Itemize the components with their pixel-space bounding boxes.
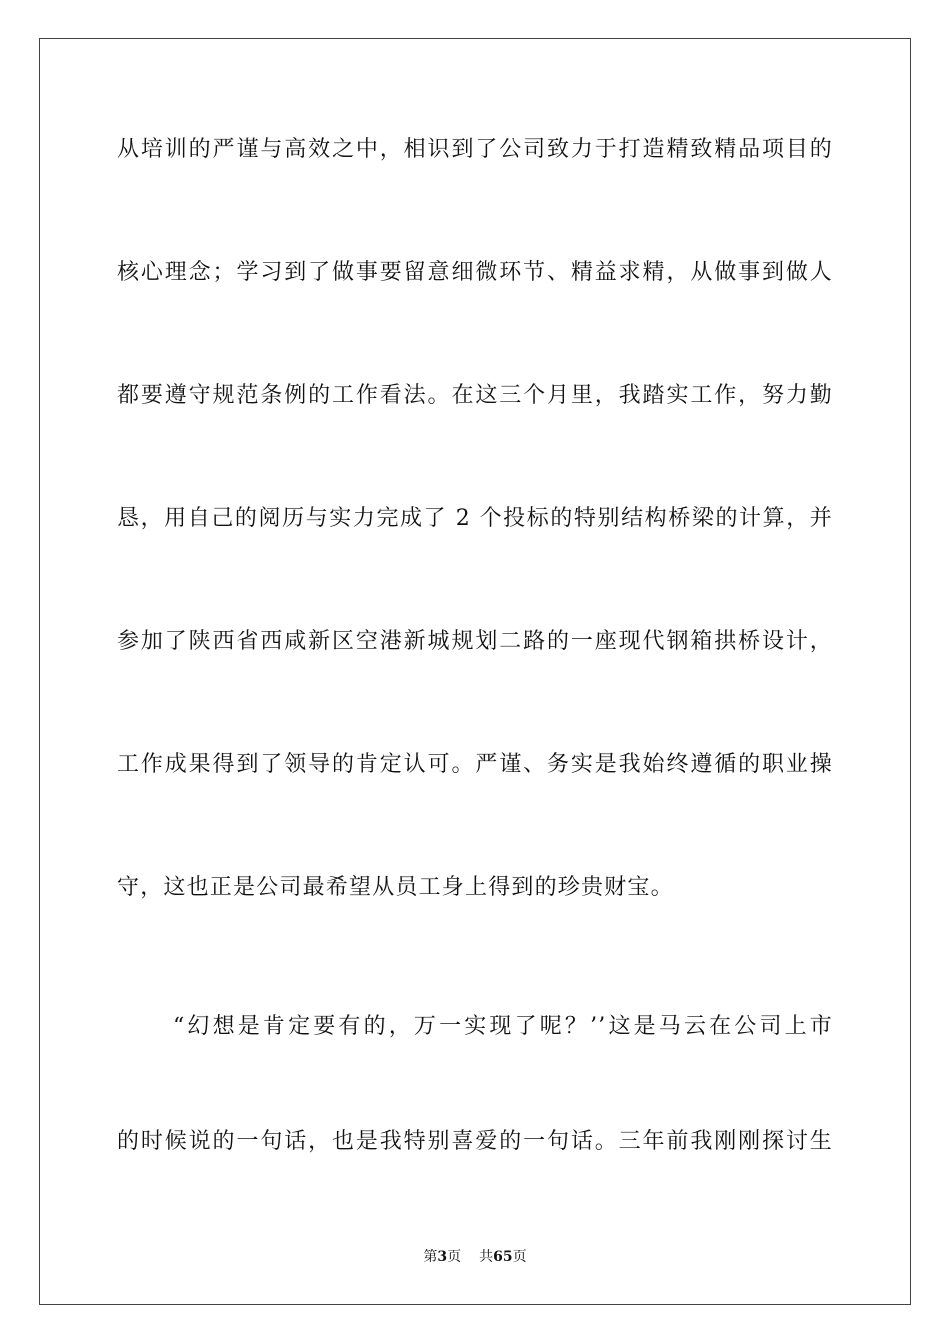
text-line: 恳，用自己的阅历与实力完成了 2 个投标的特别结构桥梁的计算，并: [117, 506, 833, 531]
text-line: 从培训的严谨与高效之中，相识到了公司致力于打造精致精品项目的: [117, 137, 833, 162]
page-footer: [0, 1248, 950, 1266]
total-prefix: 共: [479, 1249, 494, 1265]
text-line: 的时候说的一句话，也是我特别喜爱的一句话。三年前我刚刚探讨生: [117, 1129, 833, 1154]
page-number: 3: [437, 1249, 448, 1265]
total-pages: 65: [493, 1249, 513, 1265]
text-line: 参加了陕西省西咸新区空港新城规划二路的一座现代钢箱拱桥设计，: [117, 629, 833, 654]
text-line: 都要遵守规范条例的工作看法。在这三个月里，我踏实工作，努力勤: [117, 383, 833, 408]
page-border: [39, 38, 911, 1305]
page-prefix: 第: [423, 1249, 438, 1265]
total-suffix: 页: [512, 1249, 527, 1265]
text-line: 工作成果得到了领导的肯定认可。严谨、务实是我始终遵循的职业操: [117, 752, 833, 777]
page-suffix: 页: [447, 1249, 462, 1265]
text-line: 守，这也正是公司最希望从员工身上得到的珍贵财宝。: [117, 875, 674, 900]
text-line: 核心理念；学习到了做事要留意细微环节、精益求精，从做事到做人: [117, 260, 833, 285]
text-line: “幻想是肯定要有的，万一实现了呢？’’这是马云在公司上市: [173, 1014, 833, 1039]
